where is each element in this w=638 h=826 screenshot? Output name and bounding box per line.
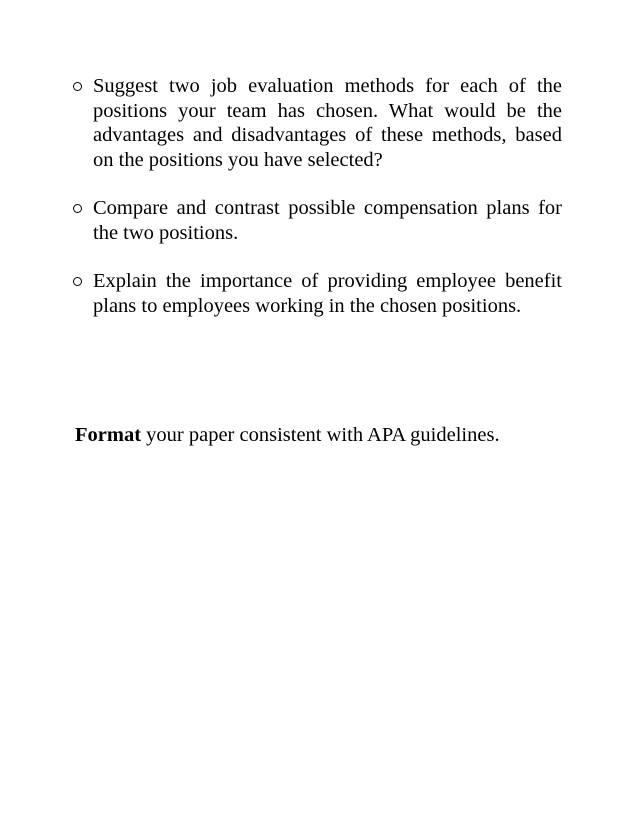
bullet-text: Suggest two job evaluation methods for each of the positions your team has chosen. What would be the advantages and disadvantages of these methods, based on the positions you have selected? (93, 75, 562, 171)
bullet-item-job-evaluation (73, 74, 562, 172)
bullet-circle-icon (73, 82, 82, 91)
bullet-item-benefit-plans (73, 269, 562, 318)
format-rest-text: your paper consistent with APA guidelines. (141, 424, 500, 446)
bullet-text: Compare and contrast possible compensation plans for the two positions. (93, 197, 562, 244)
bullet-text: Explain the importance of providing employee benefit plans to employees working in the chosen positions. (93, 270, 562, 317)
bullet-item-compensation-plans (73, 196, 562, 245)
bullet-circle-icon (73, 204, 82, 213)
format-instruction (75, 423, 500, 448)
format-bold-word: Format (75, 424, 142, 446)
assignment-bullet-list (73, 74, 562, 318)
bullet-circle-icon (73, 277, 82, 286)
